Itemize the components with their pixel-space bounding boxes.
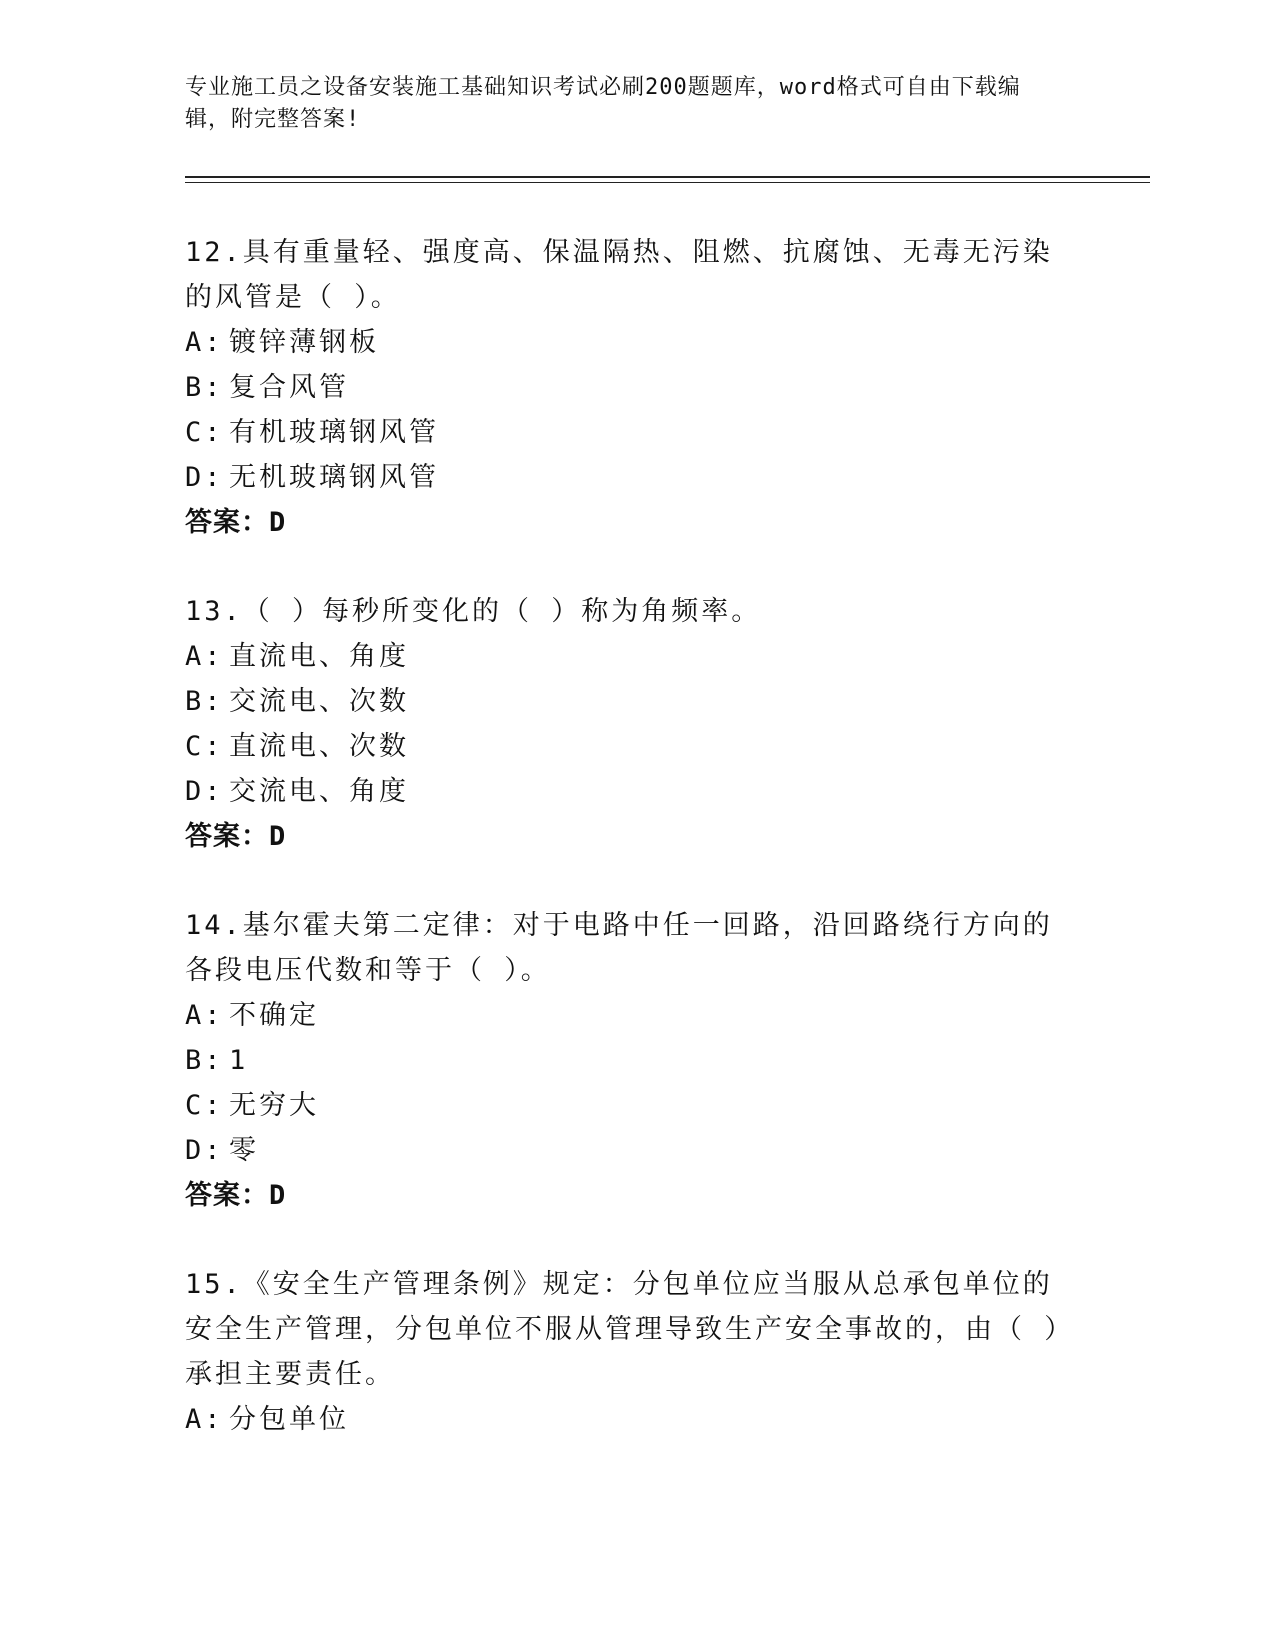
option-key: D: — [185, 1135, 224, 1166]
option-text: 分包单位 — [229, 1404, 349, 1435]
answer-line: 答案：D — [185, 507, 287, 538]
option-item — [185, 1397, 1075, 1442]
question-text: 14.基尔霍夫第二定律：对于电路中任一回路，沿回路绕行方向的各段电压代数和等于（ ）。 — [185, 910, 1053, 986]
question-item — [185, 230, 1075, 545]
option-text: 交流电、次数 — [229, 686, 409, 717]
question-text: 15.《安全生产管理条例》规定：分包单位应当服从总承包单位的安全生产管理，分包单位不服从管理导致生产安全事故的，由（ ）承担主要责任。 — [185, 1269, 1075, 1390]
option-item — [185, 724, 1075, 769]
option-item — [185, 679, 1075, 724]
option-item — [185, 1083, 1075, 1128]
option-item — [185, 769, 1075, 814]
option-item — [185, 993, 1075, 1038]
option-item — [185, 455, 1075, 500]
header-divider-thin — [185, 182, 1150, 183]
option-item — [185, 634, 1075, 679]
option-text: 镀锌薄钢板 — [229, 327, 379, 358]
option-text: 无机玻璃钢风管 — [229, 462, 439, 493]
option-text: 不确定 — [229, 1000, 319, 1031]
option-key: C: — [185, 731, 224, 762]
option-text: 有机玻璃钢风管 — [229, 417, 439, 448]
option-text: 零 — [229, 1135, 259, 1166]
header-divider-thick — [185, 176, 1150, 178]
option-text: 无穷大 — [229, 1090, 319, 1121]
answer-line: 答案：D — [185, 821, 287, 852]
document-header: 专业施工员之设备安装施工基础知识考试必刷200题题库，word格式可自由下载编辑，附完整答案! — [185, 75, 1021, 132]
option-key: A: — [185, 1000, 224, 1031]
option-key: D: — [185, 462, 224, 493]
option-text: 复合风管 — [229, 372, 349, 403]
question-text: 13.（ ）每秒所变化的（ ）称为角频率。 — [185, 596, 762, 627]
option-key: A: — [185, 641, 224, 672]
option-item — [185, 1128, 1075, 1173]
option-key: C: — [185, 417, 224, 448]
option-key: A: — [185, 1404, 224, 1435]
option-key: B: — [185, 1045, 224, 1076]
option-item — [185, 320, 1075, 365]
option-text: 直流电、次数 — [229, 731, 409, 762]
option-key: B: — [185, 686, 224, 717]
answer-line: 答案：D — [185, 1180, 287, 1211]
question-item — [185, 903, 1075, 1218]
option-text: 直流电、角度 — [229, 641, 409, 672]
question-item — [185, 1262, 1075, 1442]
option-item — [185, 365, 1075, 410]
question-text: 12.具有重量轻、强度高、保温隔热、阻燃、抗腐蚀、无毒无污染的风管是（ ）。 — [185, 237, 1053, 313]
option-key: C: — [185, 1090, 224, 1121]
option-item — [185, 410, 1075, 455]
option-item — [185, 1038, 1075, 1083]
option-key: D: — [185, 776, 224, 807]
question-item — [185, 589, 1075, 859]
option-key: A: — [185, 327, 224, 358]
option-text: 1 — [229, 1045, 249, 1076]
option-text: 交流电、角度 — [229, 776, 409, 807]
question-list — [185, 230, 1075, 1486]
option-key: B: — [185, 372, 224, 403]
